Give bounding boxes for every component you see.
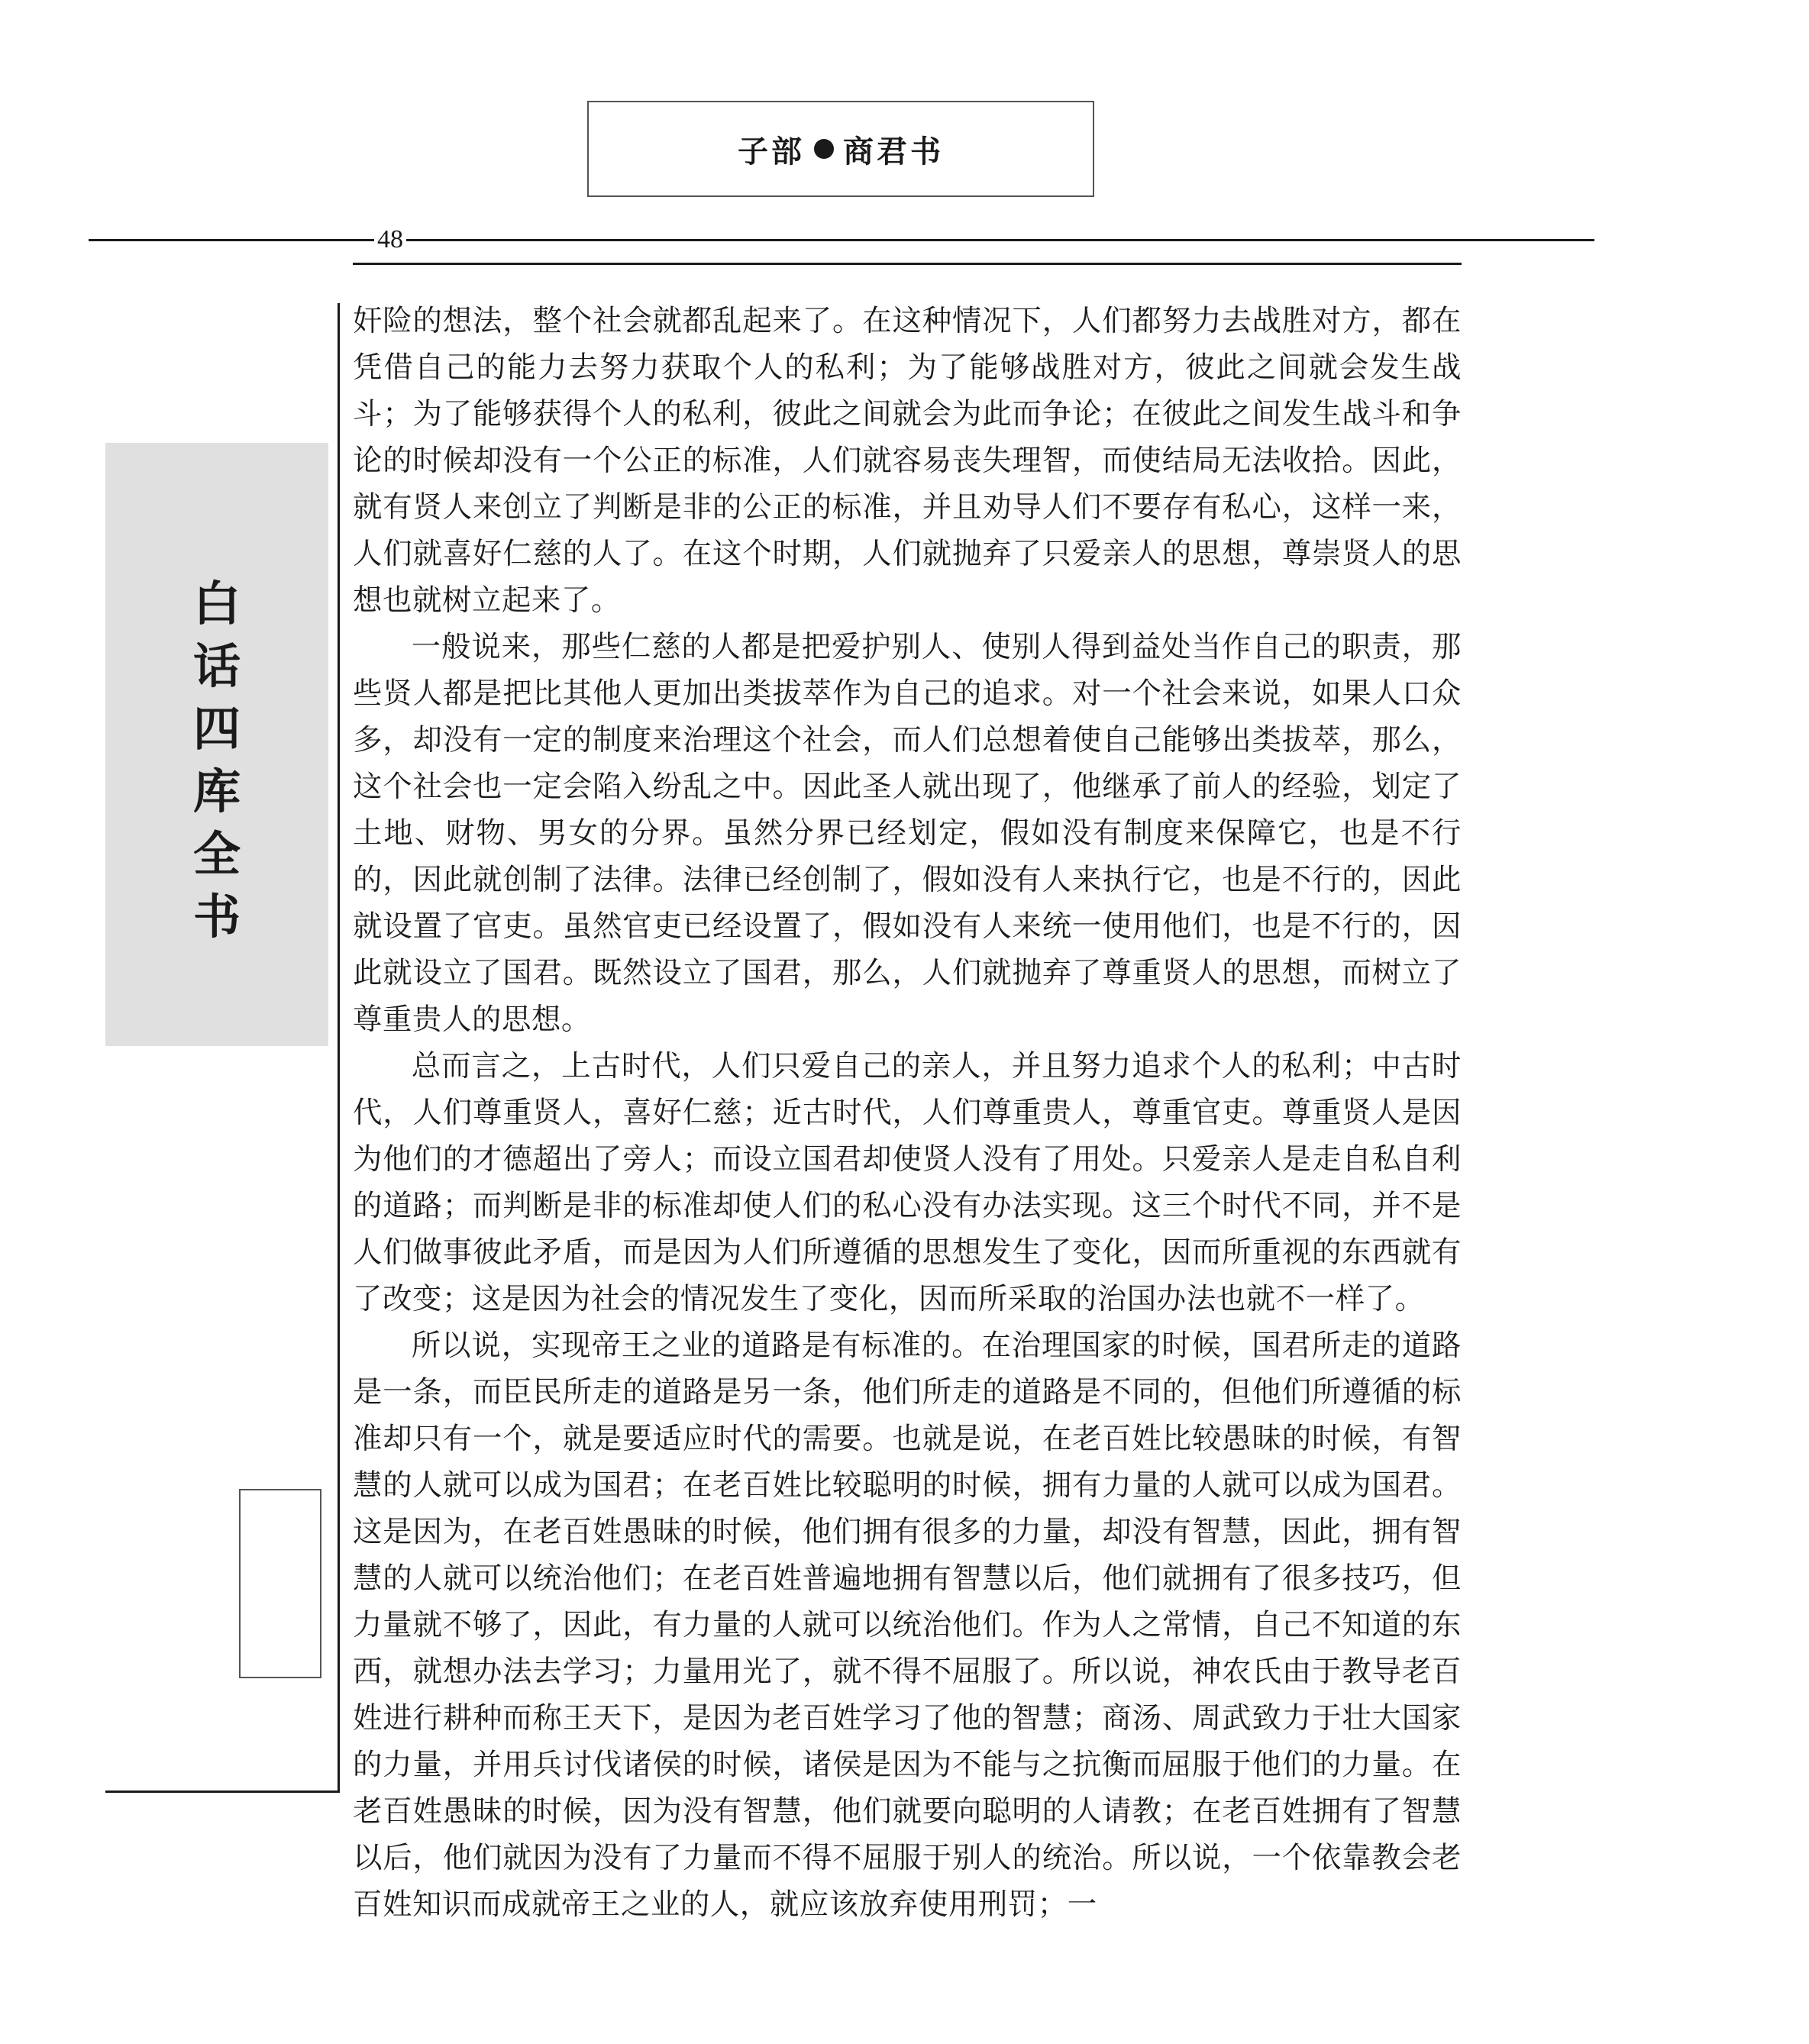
paragraph: 总而言之，上古时代，人们只爱自己的亲人，并且努力追求个人的私利；中古时代，人们尊重贤人，喜好仁慈；近古时代，人们尊重贵人，尊重官吏。尊重贤人是因为他们的才德超出了旁人；而设立国君却使贤人没有了用处。只爱亲人是走自私自利的道路；而判断是非的标准却使人们的私心没有办法实现。这三个时代不同，并不是人们做事彼此矛盾，而是因为人们所遵循的思想发生了变化，因而所重视的东西就有了改变；这是因为社会的情况发生了变化，因而所采取的治国办法也就不一样了。 <box>353 1049 1462 1316</box>
header-book-title: 商君书 <box>843 134 944 170</box>
series-title-char: 库 <box>192 764 241 819</box>
header-bullet-icon <box>814 139 834 159</box>
paragraph: 一般说来，那些仁慈的人都是把爱护别人、使别人得到益处当作自己的职责，那些贤人都是把比其他人更加出类拔萃作为自己的追求。对一个社会来说，如果人口众多，却没有一定的制度来治理这个社会，而人们总想着使自己能够出类拔萃，那么，这个社会也一定会陷入纷乱之中。因此圣人就出现了，他继承了前人的经验，划定了土地、财物、男女的分界。虽然分界已经划定，假如没有制度来保障它，也是不行的，因此就创制了法律。法律已经创制了，假如没有人来执行它，也是不行的，因此就设置了官吏。虽然官吏已经设置了，假如没有人来统一使用他们，也是不行的，因此就设立了国君。既然设立了国君，那么，人们就抛弃了尊重贤人的思想，而树立了尊重贵人的思想。 <box>353 630 1462 1037</box>
paragraph: 奸险的想法，整个社会就都乱起来了。在这种情况下，人们都努力去战胜对方，都在凭借自己的能力去努力获取个人的私利；为了能够战胜对方，彼此之间就会发生战斗；为了能够获得个人的私利，彼此之间就会为此而争论；在彼此之间发生战斗和争论的时候却没有一个公正的标准，人们就容易丧失理智，而使结局无法收拾。因此，就有贤人来创立了判断是非的公正的标准，并且劝导人们不要存有私心，这样一来，人们就喜好仁慈的人了。在这个时期，人们就抛弃了只爱亲人的思想，尊崇贤人的思想也就树立起来了。 <box>353 304 1462 618</box>
sidebar-bottom-rule <box>105 1791 340 1793</box>
series-title-char: 书 <box>192 889 241 945</box>
series-title-char: 白 <box>192 576 241 631</box>
series-title-char: 全 <box>192 826 241 882</box>
header-rule <box>89 239 1594 241</box>
sidebar-vertical-rule <box>338 303 340 1792</box>
sidebar-empty-box <box>239 1489 321 1678</box>
paragraph: 所以说，实现帝王之业的道路是有标准的。在治理国家的时候，国君所走的道路是一条，而臣民所走的道路是另一条，他们所走的道路是不同的，但他们所遵循的标准却只有一个，就是要适应时代的需要。也就是说，在老百姓比较愚昧的时候，有智慧的人就可以成为国君；在老百姓比较聪明的时候，拥有力量的人就可以成为国君。这是因为，在老百姓愚昧的时候，他们拥有很多的力量，却没有智慧，因此，拥有智慧的人就可以统治他们；在老百姓普遍地拥有智慧以后，他们就拥有了很多技巧，但力量就不够了，因此，有力量的人就可以统治他们。作为人之常情，自己不知道的东西，就想办法去学习；力量用光了，就不得不屈服了。所以说，神农氏由于教导老百姓进行耕种而称王天下，是因为老百姓学习了他的智慧；商汤、周武致力于壮大国家的力量，并用兵讨伐诸侯的时候，诸侯是因为不能与之抗衡而屈服于他们的力量。在老百姓愚昧的时候，因为没有智慧，他们就要向聪明的人请教；在老百姓拥有了智慧以后，他们就因为没有了力量而不得不屈服于别人的统治。所以说，一个依靠教会老百姓知识而成就帝王之业的人，就应该放弃使用刑罚；一 <box>353 1329 1462 1922</box>
content-top-rule <box>353 263 1462 265</box>
running-header <box>587 101 1094 197</box>
series-title-banner <box>105 443 328 1046</box>
series-title-char: 话 <box>192 638 241 694</box>
page-number: 48 <box>374 224 406 255</box>
body-text <box>353 298 1462 1978</box>
header-section-label: 子部 <box>738 134 805 170</box>
series-title-char: 四 <box>192 701 241 757</box>
